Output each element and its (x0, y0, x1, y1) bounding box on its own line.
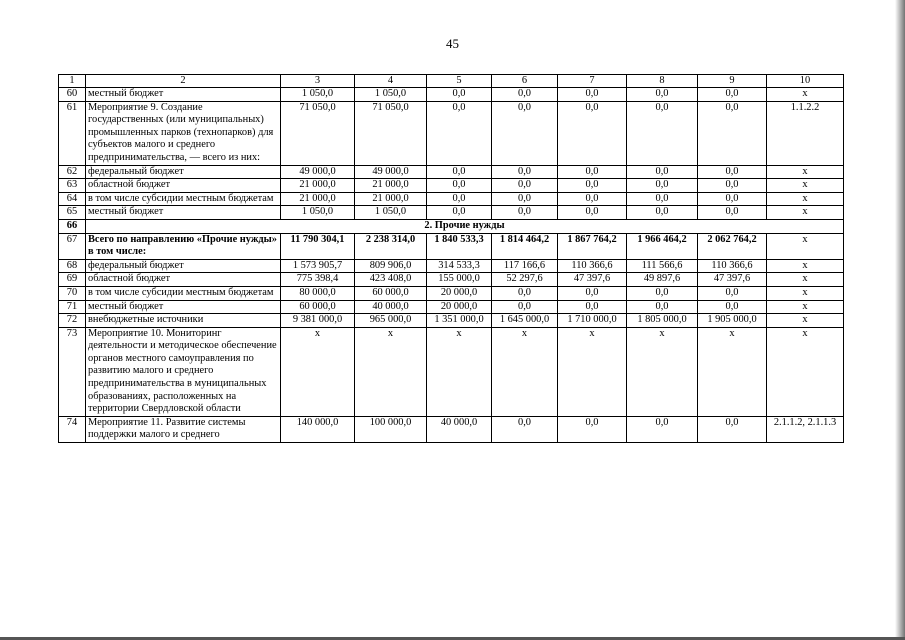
row-description: Мероприятие 9. Создание государственных (или муниципальных) промышленных парков (технопарков) для субъектов малого и среднего предпринимательства, — всего из них: (86, 101, 281, 165)
value-cell: 0,0 (492, 192, 558, 206)
value-cell: 47 397,6 (698, 273, 767, 287)
reference-cell: 1.1.2.2 (767, 101, 844, 165)
row-number: 66 (59, 219, 86, 233)
value-cell: 0,0 (492, 101, 558, 165)
value-cell: 0,0 (427, 206, 492, 220)
value-cell: 155 000,0 (427, 273, 492, 287)
row-description: внебюджетные источники (86, 314, 281, 328)
row-number: 61 (59, 101, 86, 165)
value-cell: 0,0 (627, 101, 698, 165)
value-cell: 21 000,0 (281, 179, 355, 193)
value-cell: 0,0 (627, 179, 698, 193)
value-cell: 0,0 (698, 416, 767, 442)
value-cell: 21 000,0 (355, 179, 427, 193)
reference-cell: х (767, 88, 844, 102)
reference-cell: х (767, 233, 844, 259)
value-cell: 1 966 464,2 (627, 233, 698, 259)
value-cell: 0,0 (627, 88, 698, 102)
value-cell: 20 000,0 (427, 300, 492, 314)
value-cell: 71 050,0 (281, 101, 355, 165)
value-cell: 0,0 (492, 206, 558, 220)
section-title: 2. Прочие нужды (86, 219, 844, 233)
row-description: Мероприятие 11. Развитие системы поддержки малого и среднего (86, 416, 281, 442)
value-cell: 0,0 (558, 179, 627, 193)
value-cell: х (427, 327, 492, 416)
value-cell: 140 000,0 (281, 416, 355, 442)
row-number: 70 (59, 286, 86, 300)
value-cell: 52 297,6 (492, 273, 558, 287)
value-cell: 49 897,6 (627, 273, 698, 287)
value-cell: 40 000,0 (427, 416, 492, 442)
value-cell: 117 166,6 (492, 259, 558, 273)
value-cell: 1 840 533,3 (427, 233, 492, 259)
column-number: 7 (558, 75, 627, 88)
row-description: федеральный бюджет (86, 165, 281, 179)
value-cell: 0,0 (427, 179, 492, 193)
table-body (59, 75, 844, 443)
value-cell: 2 062 764,2 (698, 233, 767, 259)
reference-cell: х (767, 259, 844, 273)
value-cell: 100 000,0 (355, 416, 427, 442)
value-cell: 775 398,4 (281, 273, 355, 287)
value-cell: 49 000,0 (355, 165, 427, 179)
value-cell: 0,0 (492, 300, 558, 314)
page-number: 45 (446, 36, 459, 51)
value-cell: 0,0 (427, 101, 492, 165)
row-number: 62 (59, 165, 86, 179)
budget-table (58, 74, 844, 443)
value-cell: 0,0 (698, 206, 767, 220)
value-cell: 0,0 (627, 206, 698, 220)
scan-shadow-edge (895, 0, 905, 640)
row-number: 74 (59, 416, 86, 442)
value-cell: 0,0 (698, 165, 767, 179)
value-cell: х (492, 327, 558, 416)
reference-cell: х (767, 286, 844, 300)
value-cell: 1 050,0 (355, 88, 427, 102)
row-description: в том числе субсидии местным бюджетам (86, 192, 281, 206)
value-cell: 0,0 (492, 179, 558, 193)
value-cell: 21 000,0 (281, 192, 355, 206)
value-cell: х (281, 327, 355, 416)
row-number: 71 (59, 300, 86, 314)
reference-cell: х (767, 206, 844, 220)
value-cell: 0,0 (427, 165, 492, 179)
row-number: 69 (59, 273, 86, 287)
value-cell: х (558, 327, 627, 416)
value-cell: 0,0 (427, 88, 492, 102)
reference-cell: х (767, 179, 844, 193)
value-cell: 49 000,0 (281, 165, 355, 179)
value-cell: 0,0 (698, 88, 767, 102)
value-cell: 1 351 000,0 (427, 314, 492, 328)
value-cell: 1 050,0 (355, 206, 427, 220)
table-row (59, 273, 844, 287)
row-number: 73 (59, 327, 86, 416)
row-number: 68 (59, 259, 86, 273)
row-description: федеральный бюджет (86, 259, 281, 273)
table-row (59, 300, 844, 314)
value-cell: 0,0 (627, 300, 698, 314)
value-cell: 1 050,0 (281, 88, 355, 102)
value-cell: 1 645 000,0 (492, 314, 558, 328)
table-row (59, 286, 844, 300)
row-number: 65 (59, 206, 86, 220)
value-cell: 0,0 (698, 286, 767, 300)
value-cell: 0,0 (492, 88, 558, 102)
row-description: областной бюджет (86, 179, 281, 193)
row-number: 63 (59, 179, 86, 193)
value-cell: 0,0 (558, 206, 627, 220)
table-row (59, 206, 844, 220)
value-cell: 1 905 000,0 (698, 314, 767, 328)
value-cell: х (355, 327, 427, 416)
table-row (59, 259, 844, 273)
value-cell: 0,0 (558, 101, 627, 165)
column-number: 1 (59, 75, 86, 88)
value-cell: 0,0 (698, 101, 767, 165)
value-cell: 47 397,6 (558, 273, 627, 287)
value-cell: 0,0 (698, 192, 767, 206)
row-description: Всего по направлению «Прочие нужды» в том числе: (86, 233, 281, 259)
table-row (59, 192, 844, 206)
row-description: местный бюджет (86, 300, 281, 314)
value-cell: 1 814 464,2 (492, 233, 558, 259)
value-cell: 965 000,0 (355, 314, 427, 328)
row-description: областной бюджет (86, 273, 281, 287)
column-number-row (59, 75, 844, 88)
value-cell: 0,0 (558, 192, 627, 206)
reference-cell: 2.1.1.2, 2.1.1.3 (767, 416, 844, 442)
value-cell: 21 000,0 (355, 192, 427, 206)
row-number: 64 (59, 192, 86, 206)
table-row (59, 416, 844, 442)
value-cell: 0,0 (627, 165, 698, 179)
column-number: 10 (767, 75, 844, 88)
value-cell: 110 366,6 (558, 259, 627, 273)
value-cell: 314 533,3 (427, 259, 492, 273)
value-cell: 2 238 314,0 (355, 233, 427, 259)
row-description: Мероприятие 10. Мониторинг деятельности и методическое обеспечение органов местного самоуправления по развитию малого и среднего предпринимательства в муниципальных образованиях, расположенных на территории Свердловской области (86, 327, 281, 416)
value-cell: 0,0 (627, 286, 698, 300)
value-cell: 809 906,0 (355, 259, 427, 273)
value-cell: 71 050,0 (355, 101, 427, 165)
reference-cell: х (767, 165, 844, 179)
value-cell: 1 710 000,0 (558, 314, 627, 328)
section-row (59, 219, 844, 233)
value-cell: 0,0 (558, 88, 627, 102)
row-description: в том числе субсидии местным бюджетам (86, 286, 281, 300)
value-cell: 60 000,0 (355, 286, 427, 300)
value-cell: 80 000,0 (281, 286, 355, 300)
value-cell: 0,0 (492, 416, 558, 442)
column-number: 9 (698, 75, 767, 88)
row-number: 72 (59, 314, 86, 328)
reference-cell: х (767, 327, 844, 416)
column-number: 4 (355, 75, 427, 88)
column-number: 3 (281, 75, 355, 88)
table-row (59, 165, 844, 179)
reference-cell: х (767, 300, 844, 314)
value-cell: 1 805 000,0 (627, 314, 698, 328)
reference-cell: х (767, 314, 844, 328)
column-number: 2 (86, 75, 281, 88)
value-cell: 1 573 905,7 (281, 259, 355, 273)
table-row (59, 101, 844, 165)
value-cell: 0,0 (427, 192, 492, 206)
value-cell: х (627, 327, 698, 416)
value-cell: 1 867 764,2 (558, 233, 627, 259)
value-cell: 0,0 (627, 192, 698, 206)
value-cell: 1 050,0 (281, 206, 355, 220)
row-number: 60 (59, 88, 86, 102)
table-row (59, 88, 844, 102)
value-cell: х (698, 327, 767, 416)
value-cell: 110 366,6 (698, 259, 767, 273)
value-cell: 0,0 (558, 300, 627, 314)
value-cell: 0,0 (627, 416, 698, 442)
value-cell: 0,0 (558, 165, 627, 179)
reference-cell: х (767, 273, 844, 287)
value-cell: 0,0 (492, 286, 558, 300)
table-row (59, 327, 844, 416)
value-cell: 0,0 (558, 286, 627, 300)
table-row (59, 233, 844, 259)
value-cell: 0,0 (492, 165, 558, 179)
value-cell: 60 000,0 (281, 300, 355, 314)
column-number: 8 (627, 75, 698, 88)
table-row (59, 179, 844, 193)
table-row (59, 314, 844, 328)
row-description: местный бюджет (86, 88, 281, 102)
row-number: 67 (59, 233, 86, 259)
value-cell: 11 790 304,1 (281, 233, 355, 259)
row-description: местный бюджет (86, 206, 281, 220)
column-number: 6 (492, 75, 558, 88)
reference-cell: х (767, 192, 844, 206)
value-cell: 20 000,0 (427, 286, 492, 300)
value-cell: 0,0 (698, 179, 767, 193)
value-cell: 9 381 000,0 (281, 314, 355, 328)
value-cell: 111 566,6 (627, 259, 698, 273)
value-cell: 0,0 (558, 416, 627, 442)
value-cell: 40 000,0 (355, 300, 427, 314)
column-number: 5 (427, 75, 492, 88)
value-cell: 0,0 (698, 300, 767, 314)
value-cell: 423 408,0 (355, 273, 427, 287)
